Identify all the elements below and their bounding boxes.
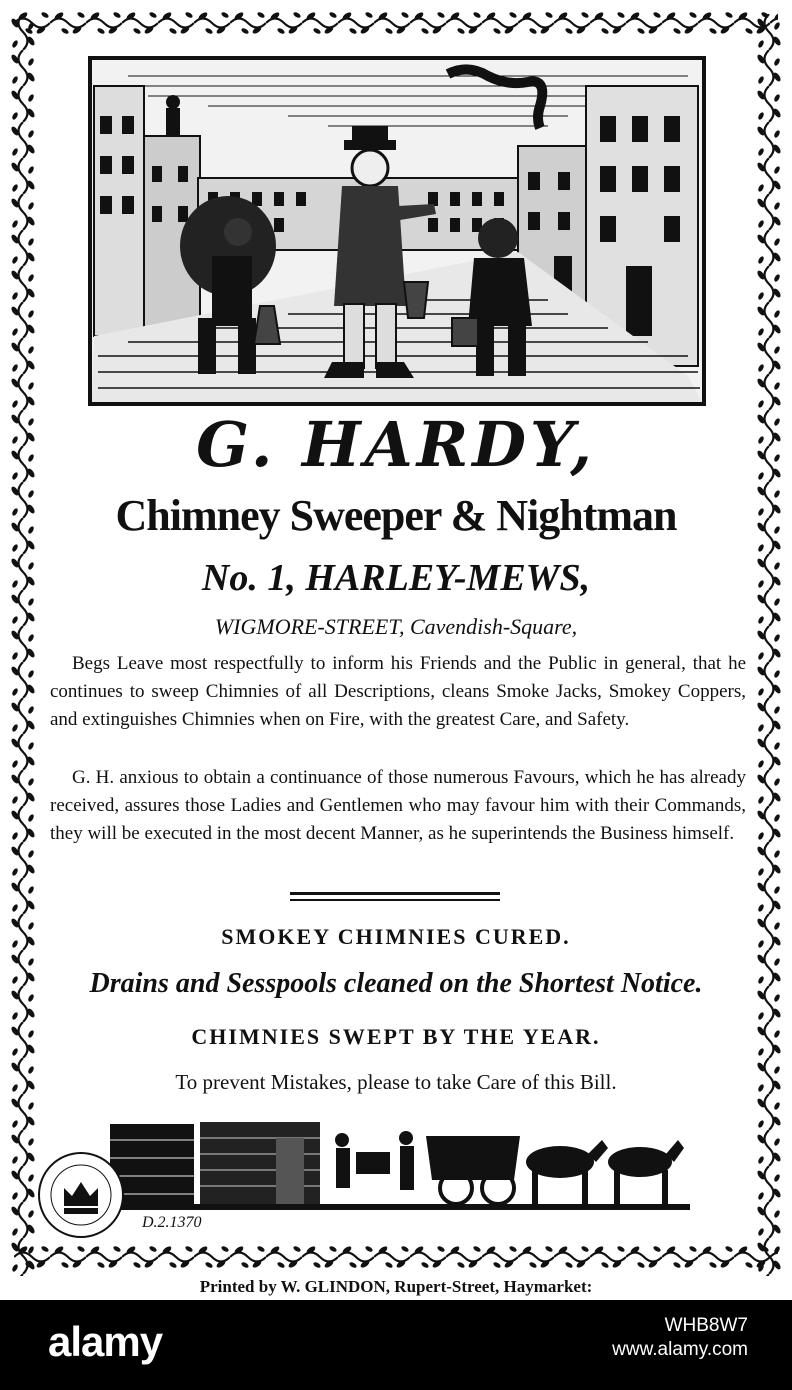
printer-imprint: Printed by W. GLINDON, Rupert-Street, Haymarket: <box>199 1277 593 1296</box>
chimnies-swept-line: CHIMNIES SWEPT BY THE YEAR. <box>191 1024 601 1049</box>
site-url: www.alamy.com <box>612 1339 748 1360</box>
alamy-logo: alamy <box>48 1318 163 1365</box>
catalogue-reference: D.2.1370 <box>142 1214 202 1231</box>
proprietor-name: G. HARDY, <box>196 408 596 481</box>
woodcut-illustration <box>88 56 706 406</box>
nightcart-illustration <box>110 1118 690 1214</box>
paragraph-announcement: Begs Leave most respectfully to inform his Friends and the Public in general, that he continues to sweep Chimnies of all Descriptions, cleans Smoke Jacks, Smokey Coppers, and extinguishes Chimnies when on Fire, with the greatest Care, and Safety. <box>50 653 746 730</box>
smokey-chimnies-line: SMOKEY CHIMNIES CURED. <box>221 924 571 949</box>
british-museum-stamp <box>36 1150 126 1240</box>
address-heading: No. 1, HARLEY-MEWS, <box>201 557 591 599</box>
border-bottom <box>14 1240 778 1274</box>
image-id-block <box>612 1314 748 1362</box>
drains-line: Drains and Sesspools cleaned on the Shortest Notice. <box>89 968 703 999</box>
paragraph-assurance: G. H. anxious to obtain a continuance of those numerous Favours, which he has already received, assures those Ladies and Gentlemen who may favour him with their Commands, they will be executed in the most decent Manner, as he superintends the Business himself. <box>50 767 746 844</box>
border-top <box>14 6 778 40</box>
divider-rule <box>290 892 500 895</box>
watermark-footer <box>0 1300 792 1390</box>
trade-heading: Chimney Sweeper & Nightman <box>115 491 677 540</box>
street-line: WIGMORE-STREET, Cavendish-Square, <box>214 614 578 639</box>
image-id: WHB8W7 <box>664 1315 748 1336</box>
divider-rule-thin <box>290 899 500 901</box>
prevent-mistakes-line: To prevent Mistakes, please to take Care of this Bill. <box>175 1070 617 1094</box>
